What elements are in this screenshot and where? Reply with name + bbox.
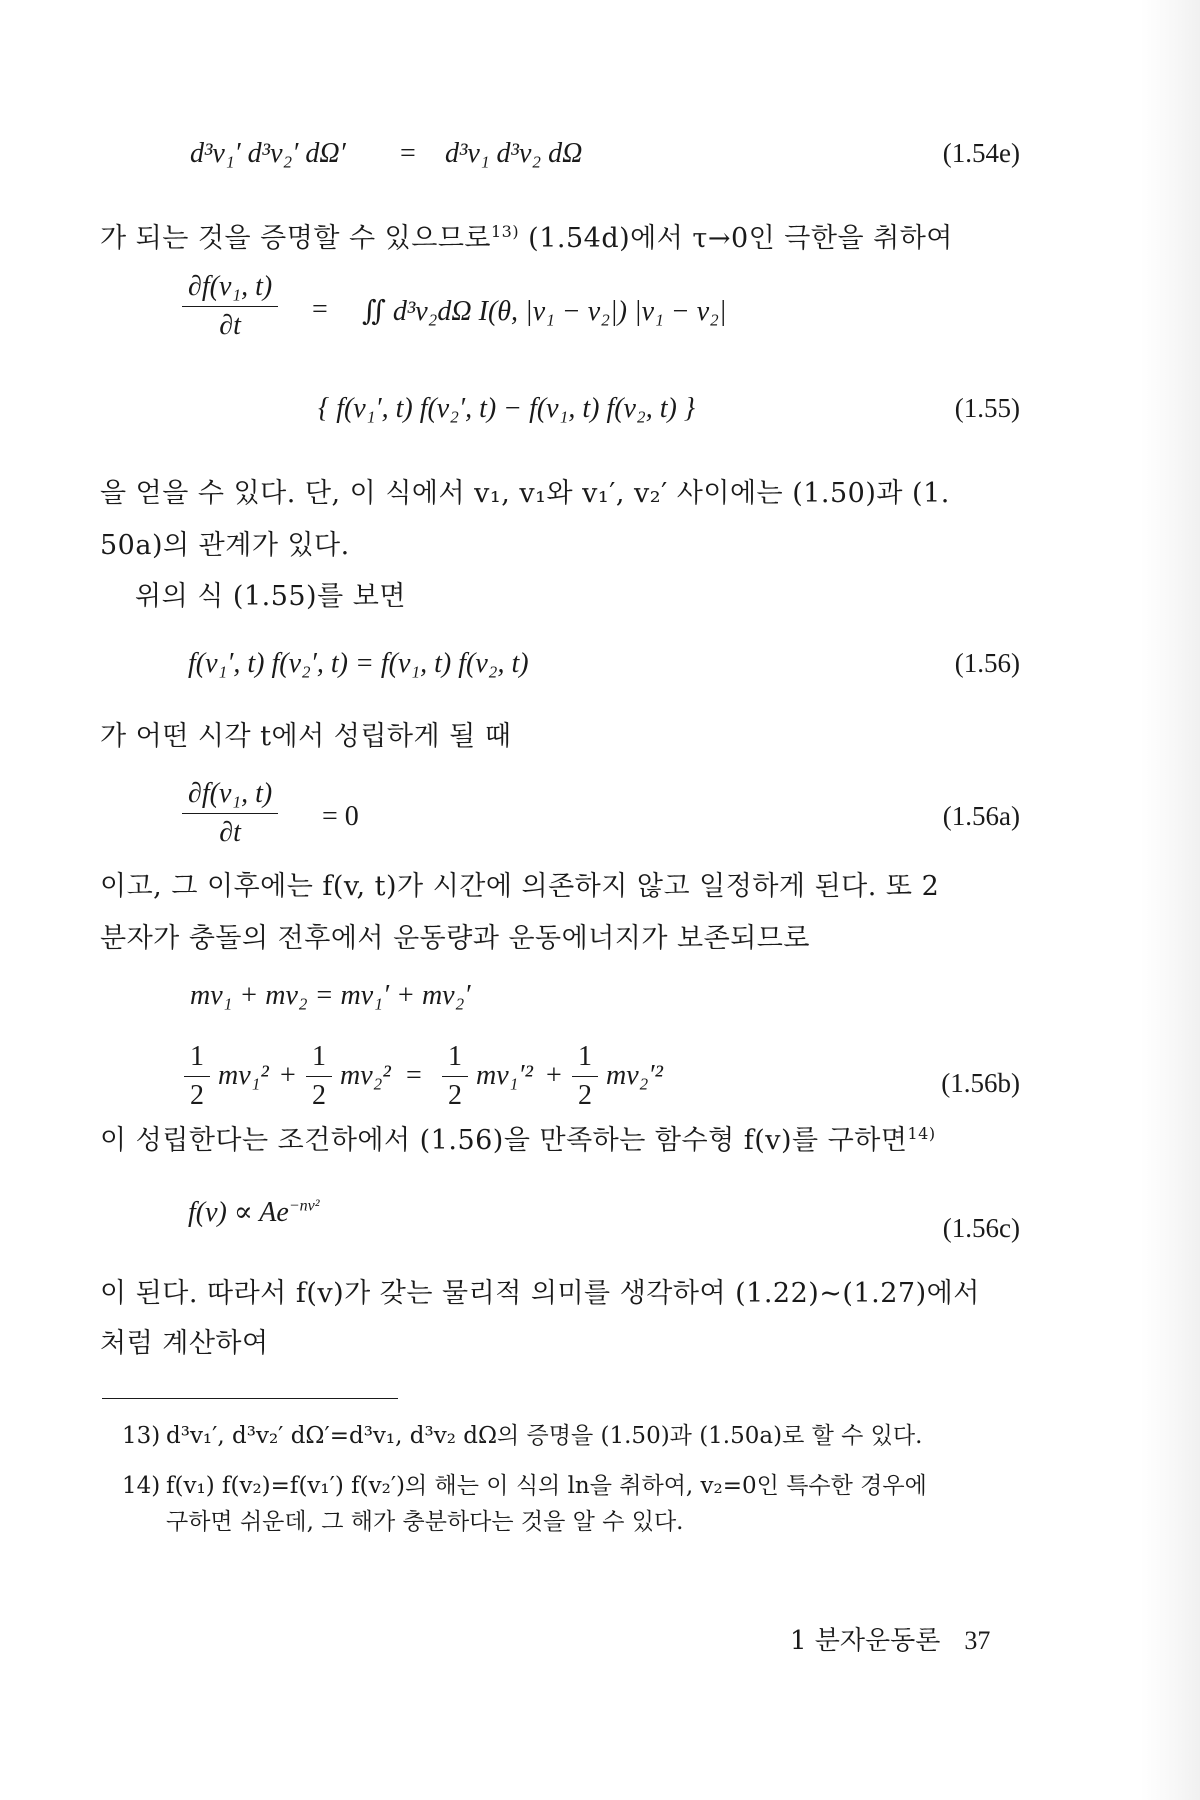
equation-1-54e: [100, 130, 1020, 180]
page-footer: [790, 1620, 990, 1657]
fraction-denominator: 2: [448, 1080, 462, 1111]
fraction-numerator: 1: [306, 1038, 332, 1077]
footnote-text: d³v₁′, d³v₂′ dΩ′=d³v₁, d³v₂ dΩ의 증명을 (1.50)과 (1.50a)로 할 수 있다.: [166, 1423, 923, 1449]
equation-1-55-line1: [100, 268, 1020, 358]
equation-number: (1.56): [954, 648, 1020, 678]
kinetic-term: mv₁′²: [476, 1060, 533, 1091]
half-fraction: [442, 1038, 468, 1115]
equation-body: f(v₁′, t) f(v₂′, t) = f(v₁, t) f(v₂, t): [188, 648, 529, 679]
kinetic-term: mv₁²: [218, 1060, 269, 1091]
page-edge-shadow: [1140, 0, 1200, 1800]
paragraph-2: [100, 472, 1020, 568]
partial-derivative-fraction: [182, 775, 278, 852]
equation-relation: =: [400, 138, 416, 169]
paragraph-4: 가 어떤 시각 t에서 성립하게 될 때: [100, 721, 512, 752]
paragraph-line: 이 된다. 따라서 f(v)가 갖는 물리적 의미를 생각하여 (1.22)~(1.27)에서: [100, 1278, 980, 1309]
fraction-numerator: ∂f(v₁, t): [182, 775, 278, 814]
equation-1-56b-line1: [100, 972, 1020, 1022]
footnote-13: [122, 1418, 1022, 1454]
fraction-denominator: 2: [312, 1080, 326, 1111]
equation-body: [188, 1195, 320, 1229]
footnote-ref-13: 13): [490, 222, 520, 241]
kinetic-term: mv₂²: [340, 1060, 391, 1091]
equation-collision-term: { f(v₁′, t) f(v₂′, t) − f(v₁, t) f(v₂, t) }: [318, 393, 696, 424]
equation-rhs-integral: ∬ d³v₂dΩ I(θ, |v₁ − v₂|) |v₁ − v₂|: [362, 296, 727, 327]
footnote-text: f(v₁) f(v₂)=f(v₁′) f(v₂′)의 해는 이 식의 ln을 취하여, v₂=0인 특수한 경우에: [166, 1473, 927, 1499]
equation-rhs: d³v₁ d³v₂ dΩ: [445, 138, 583, 169]
fraction-denominator: ∂t: [219, 817, 241, 848]
paragraph-text: 이 성립한다는 조건하에서 (1.56)을 만족하는 함수형 f(v)를 구하면: [100, 1125, 908, 1156]
plus-sign: +: [546, 1060, 562, 1091]
half-fraction: [306, 1038, 332, 1115]
paragraph-line: 이고, 그 이후에는 f(v, t)가 시간에 의존하지 않고 일정하게 된다. 또 2: [100, 871, 940, 902]
fraction-numerator: 1: [442, 1038, 468, 1077]
fraction-denominator: ∂t: [219, 310, 241, 341]
equation-number: (1.56a): [942, 801, 1020, 831]
footnote-14: [122, 1468, 1022, 1540]
equation-base: f(v) ∝ Ae: [188, 1197, 289, 1228]
equation-relation: =: [312, 294, 328, 325]
partial-derivative-fraction: [182, 268, 278, 345]
equation-1-55-line2: [100, 385, 1020, 435]
footnote-ref-14: 14): [907, 1124, 936, 1143]
footnote-divider: [102, 1398, 398, 1399]
equation-1-56: [100, 640, 1020, 690]
equation-1-56b-line2: [100, 1038, 1020, 1118]
paragraph-line: 분자가 충돌의 전후에서 운동량과 운동에너지가 보존되므로: [100, 923, 810, 954]
paragraph-7: [100, 1272, 1020, 1366]
paragraph-text: 가 되는 것을 증명할 수 있으므로: [100, 223, 491, 254]
equation-number: (1.54e): [942, 138, 1020, 168]
equation-number: (1.56c): [942, 1213, 1020, 1243]
equation-1-56c: [100, 1185, 1020, 1255]
equation-number: (1.55): [954, 393, 1020, 423]
paragraph-5: [100, 865, 1020, 961]
footnote-number: 14): [122, 1473, 161, 1499]
equation-exponent: −nv²: [288, 1197, 320, 1215]
page-number: 37: [964, 1626, 991, 1655]
fraction-numerator: 1: [184, 1038, 210, 1077]
chapter-title: 1 분자운동론: [790, 1626, 941, 1656]
paragraph-6: [100, 1112, 1020, 1163]
paragraph-line: 을 얻을 수 있다. 단, 이 식에서 v₁, v₁와 v₁′, v₂′ 사이에는 (1.50)과 (1.: [100, 478, 950, 509]
half-fraction: [572, 1038, 598, 1115]
equation-rhs: = 0: [322, 801, 359, 832]
paragraph-3: 위의 식 (1.55)를 보면: [135, 581, 406, 612]
paragraph-1: [100, 210, 1020, 261]
fraction-denominator: 2: [190, 1080, 204, 1111]
equation-1-56a: [100, 775, 1020, 865]
footnote-text-continued: 구하면 쉬운데, 그 해가 충분하다는 것을 알 수 있다.: [166, 1509, 684, 1535]
equation-number: (1.56b): [941, 1068, 1020, 1098]
fraction-numerator: 1: [572, 1038, 598, 1077]
fraction-numerator: ∂f(v₁, t): [182, 268, 278, 307]
kinetic-term: mv₂′²: [606, 1060, 663, 1091]
equals-sign: =: [406, 1060, 422, 1091]
momentum-conservation: mv₁ + mv₂ = mv₁′ + mv₂′: [190, 980, 471, 1011]
paragraph-text: (1.54d)에서 τ→0인 극한을 취하여: [519, 223, 953, 254]
half-fraction: [184, 1038, 210, 1115]
paragraph-line: 50a)의 관계가 있다.: [100, 530, 350, 561]
fraction-denominator: 2: [578, 1080, 592, 1111]
plus-sign: +: [280, 1060, 296, 1091]
paragraph-line: 처럼 계산하여: [100, 1328, 269, 1359]
equation-lhs: d³v₁′ d³v₂′ dΩ′: [190, 138, 346, 169]
footnote-number: 13): [122, 1423, 161, 1449]
